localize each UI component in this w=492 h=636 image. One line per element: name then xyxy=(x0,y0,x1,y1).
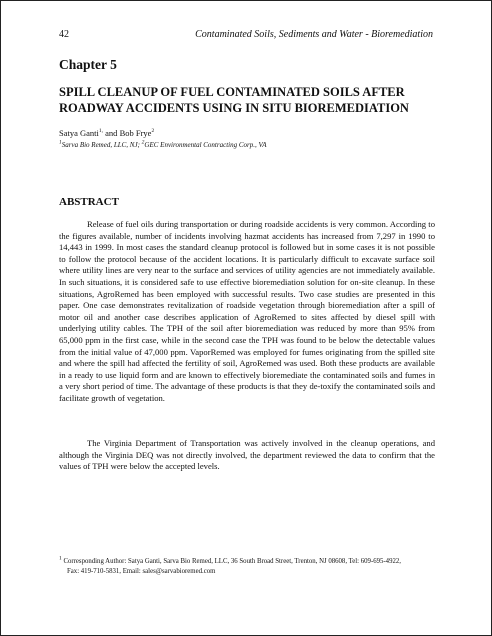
abstract-paragraph: Release of fuel oils during transportation or during roadside accidents is very common. According to the figures available, number of incidents involving hazmat accidents has increased from 7,297 in 1990 to 14,443 in 1999. In most cases the standard cleanup protocol is followed but in some cases it is not possible to follow the protocol because of the accident locations. It is particularly difficult to excavate surface soil where utility lines are very near to the surface and services of utility agencies are not immediately available. In such situations, it is considered safe to use effective bioremediation solution for on-site cleanup. In these situations, AgroRemed has been employed with successful results. Two case studies are presented in this paper. One case demonstrates revitalization of roadside vegetation through bioremediation after a spill of motor oil and another case describes application of AgroRemed to sites affected by diesel spill with underlying utility cables. The TPH of the soil after bioremediation was reduced by more than 95% from 65,000 ppm in the first case, while in the second case the TPH was found to be below the detectable values from the initial value of 47,000 ppm. VaporRemed was employed for fumes originating from the spilled site and where the spill had affected the fertility of soil, AgroRemed was used. Both these products are available in a ready to use liquid form and are known to effectively bioremediate the contaminated soils and fumes in a very short period of time. The advantage of these products is that they de-toxify the contaminated soils and facilitate growth of vegetation. xyxy=(59,219,435,403)
page-number: 42 xyxy=(59,29,69,40)
footnote-line: Corresponding Author: Satya Ganti, Sarva Bio Remed, LLC, 36 South Broad Street, Trenton, NJ 08608, Tel: 609-695-4922, xyxy=(61,558,401,565)
author-superscript: 2 xyxy=(151,128,155,135)
running-title: Contaminated Soils, Sediments and Water - Bioremediation xyxy=(195,29,433,40)
author-name: Satya Ganti xyxy=(59,128,99,138)
affiliation-text: Sarva Bio Remed, LLC, NJ; xyxy=(61,141,142,149)
affiliation-line xyxy=(59,141,267,149)
abstract-paragraph: The Virginia Department of Transportation was actively involved in the cleanup operations, and although the Virginia DEQ was not directly involved, the department reviewed the data to confirm that the values of TPH were below the accepted levels. xyxy=(59,438,435,472)
author-line xyxy=(59,128,154,138)
affiliation-text: GEC Environmental Contracting Corp., VA xyxy=(144,141,267,149)
chapter-label: Chapter 5 xyxy=(59,57,117,72)
author-name: Bob Frye xyxy=(119,128,152,138)
footnote xyxy=(59,557,435,576)
affiliation-superscript: 1 xyxy=(59,139,62,146)
paper-title: SPILL CLEANUP OF FUEL CONTAMINATED SOILS AFTER ROADWAY ACCIDENTS USING IN SITU BIOREMEDIATION xyxy=(59,85,409,115)
affiliation-superscript: 2 xyxy=(141,139,145,146)
abstract-heading: ABSTRACT xyxy=(59,196,119,208)
footnote-line: Fax: 419-710-5831, Email: sales@sarvabioremed.com xyxy=(67,567,216,575)
footnote-superscript: 1 xyxy=(59,555,62,562)
author-superscript: 1, xyxy=(98,128,104,135)
author-connector: and xyxy=(103,128,120,138)
